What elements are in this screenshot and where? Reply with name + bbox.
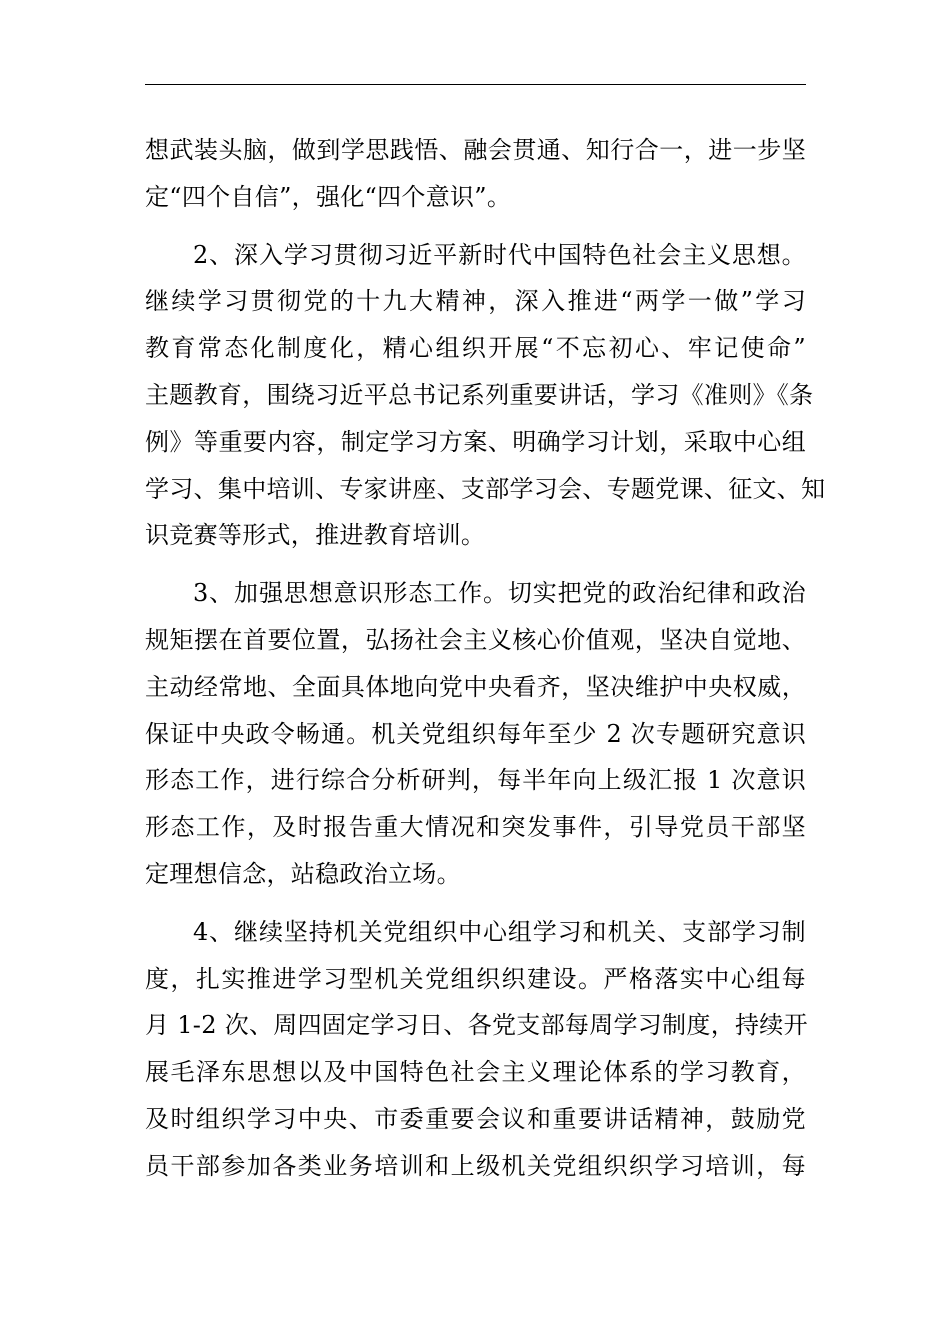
text-line: 定理想信念，站稳政治立场。	[145, 859, 461, 888]
text-line: 3、加强思想意识形态工作。切实把党的政治纪律和政治	[193, 579, 806, 608]
text-line: 教育常态化制度化，精心组织开展“不忘初心、牢记使命”	[145, 334, 806, 363]
text-line: 主题教育，围绕习近平总书记系列重要讲话，学习《准则》《条	[145, 380, 814, 409]
text-line: 员干部参加各类业务培训和上级机关党组织织学习培训，每	[145, 1151, 806, 1180]
text-line: 规矩摆在首要位置，弘扬社会主义核心价值观，坚决自觉地、	[145, 625, 806, 654]
text-line: 继续学习贯彻党的十九大精神，深入推进“两学一做”学习	[145, 287, 806, 316]
text-line: 保证中央政令畅通。机关党组织每年至少 2 次专题研究意识	[145, 719, 806, 748]
text-line: 度，扎实推进学习型机关党组织织建设。严格落实中心组每	[145, 964, 806, 993]
text-line: 想武装头脑，做到学思践悟、融会贯通、知行合一，进一步坚	[145, 136, 806, 164]
text-line: 定“四个自信”，强化“四个意识”。	[145, 182, 512, 211]
paragraph-4	[145, 909, 806, 1190]
text-line: 形态工作，进行综合分析研判，每半年向上级汇报 1 次意识	[145, 766, 806, 795]
text-line: 月 1-2 次、周四固定学习日、各党支部每周学习制度，持续开	[145, 1011, 808, 1040]
text-line: 形态工作，及时报告重大情况和突发事件，引导党员干部坚	[145, 813, 806, 842]
header-rule	[145, 84, 806, 85]
paragraph-3	[145, 570, 806, 898]
text-line: 例》等重要内容，制定学习方案、明确学习计划，采取中心组	[145, 427, 806, 456]
text-line: 2、深入学习贯彻习近平新时代中国特色社会主义思想。	[193, 240, 806, 269]
text-line: 主动经常地、全面具体地向党中央看齐，坚决维护中央权威，	[145, 672, 806, 701]
text-line: 展毛泽东思想以及中国特色社会主义理论体系的学习教育，	[145, 1058, 806, 1087]
text-line: 4、继续坚持机关党组织中心组学习和机关、支部学习制	[193, 917, 806, 946]
paragraph-2	[145, 232, 826, 560]
text-line: 识竞赛等形式，推进教育培训。	[145, 521, 486, 550]
paragraph-1	[145, 127, 806, 221]
text-line: 及时组织学习中央、市委重要会议和重要讲话精神，鼓励党	[145, 1104, 806, 1133]
document-body	[145, 127, 826, 1190]
text-line: 学习、集中培训、专家讲座、支部学习会、专题党课、征文、知	[145, 474, 826, 503]
